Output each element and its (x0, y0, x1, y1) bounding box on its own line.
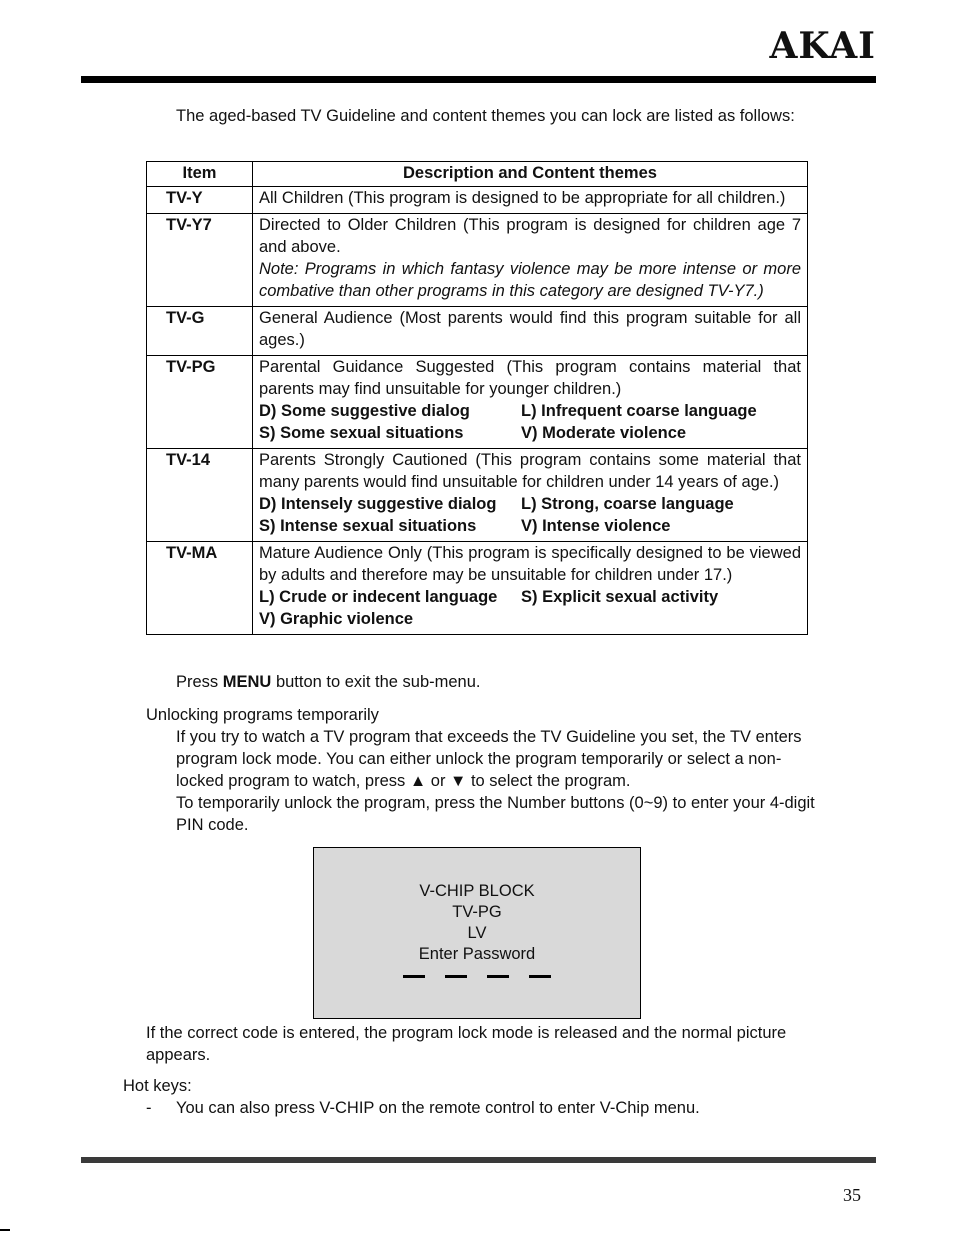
press-text: Press (176, 673, 223, 691)
content-theme: S) Some sexual situations (259, 424, 464, 442)
menu-key-label: MENU (222, 673, 272, 691)
screen-line: Enter Password (418, 945, 536, 963)
rating-tv-y7: TV-Y7 (147, 214, 253, 307)
brand-logo: AKAI (769, 25, 876, 67)
bullet-dash: - (146, 1099, 152, 1117)
description-text: General Audience (Most parents would find this program suitable for all ages.) (259, 309, 801, 349)
content-theme: D) Some suggestive dialog (259, 402, 470, 420)
rating-tv-y: TV-Y (147, 187, 253, 214)
content-theme: S) Explicit sexual activity (521, 588, 719, 606)
screen-line: V-CHIP BLOCK (419, 882, 535, 900)
rating-description (253, 542, 808, 635)
pin-slot (445, 975, 467, 978)
description-text: Parents Strongly Cautioned (This program contains some material that many parents would find unsuitable for children under 14 years of age.) (259, 451, 801, 491)
content-theme: S) Intense sexual situations (259, 517, 477, 535)
rating-description (253, 356, 808, 449)
content-theme: V) Moderate violence (521, 424, 687, 442)
content-theme: L) Crude or indecent language (259, 588, 498, 606)
pin-slot (529, 975, 551, 978)
content-theme: D) Intensely suggestive dialog (259, 495, 497, 513)
page-number: 35 (843, 1185, 861, 1205)
table-row (147, 542, 808, 635)
corner-mark (0, 1229, 10, 1231)
content-theme: L) Infrequent coarse language (521, 402, 757, 420)
footer-rule (81, 1157, 876, 1163)
hot-keys-item (146, 1097, 700, 1119)
rating-description (253, 187, 808, 214)
content-theme-row (259, 400, 801, 422)
content-theme: V) Graphic violence (259, 610, 414, 628)
rating-tv-pg: TV-PG (147, 356, 253, 449)
unlock-paragraph: If you try to watch a TV program that exceeds the TV Guideline you set, the TV enters program lock mode. You can either unlock the program temporarily or select a non-locked program to watch, press ▲ or ▼ to select the program. (176, 728, 802, 790)
unlock-pin-paragraph: To temporarily unlock the program, press the Number buttons (0~9) to enter your 4-digit PIN code. (176, 794, 815, 834)
pin-slot (487, 975, 509, 978)
description-note: Note: Programs in which fantasy violence may be more intense or more combative than other programs in this category are designed TV-Y7.) (259, 260, 801, 300)
table-row (147, 214, 808, 307)
rating-description (253, 214, 808, 307)
description-text: Directed to Older Children (This program is designed for children age 7 and above. (259, 216, 801, 256)
content-theme: V) Intense violence (521, 517, 671, 535)
content-theme-row (259, 422, 801, 444)
rating-tv-14: TV-14 (147, 449, 253, 542)
rating-tv-ma: TV-MA (147, 542, 253, 635)
unlock-section-body (176, 726, 826, 836)
content-theme: L) Strong, coarse language (521, 495, 734, 513)
column-header-item: Item (147, 162, 253, 187)
press-text-after: button to exit the sub-menu. (271, 673, 481, 691)
unlock-section-title: Unlocking programs temporarily (146, 706, 379, 724)
hot-keys-text: You can also press V-CHIP on the remote control to enter V-Chip menu. (176, 1099, 700, 1117)
pin-slot (403, 975, 425, 978)
correct-code-paragraph: If the correct code is entered, the program lock mode is released and the normal picture appears. (146, 1024, 787, 1064)
rating-description (253, 449, 808, 542)
content-theme-row (259, 515, 801, 537)
content-theme-row (259, 608, 801, 630)
content-theme-row (259, 493, 801, 515)
vchip-block-screen (313, 847, 641, 1019)
table-row (147, 307, 808, 356)
screen-line: LV (467, 924, 487, 942)
table-row (147, 187, 808, 214)
header-rule (81, 76, 876, 83)
description-text: Mature Audience Only (This program is specifically designed to be viewed by adults and therefore may be unsuitable for children under 17.) (259, 544, 801, 584)
rating-description (253, 307, 808, 356)
rating-tv-g: TV-G (147, 307, 253, 356)
column-header-description: Description and Content themes (253, 162, 808, 187)
pin-entry (314, 975, 640, 978)
table-header-row (147, 162, 808, 187)
table-row (147, 449, 808, 542)
screen-line: TV-PG (452, 903, 502, 921)
description-text: All Children (This program is designed to be appropriate for all children.) (259, 189, 786, 207)
intro-paragraph: The aged-based TV Guideline and content themes you can lock are listed as follows: (176, 107, 795, 125)
table-row (147, 356, 808, 449)
content-theme-row (259, 586, 801, 608)
description-text: Parental Guidance Suggested (This program contains material that parents may find unsuitable for younger children.) (259, 358, 801, 398)
tv-guideline-table (146, 161, 808, 635)
press-menu-instruction (176, 671, 481, 693)
hot-keys-title: Hot keys: (123, 1077, 192, 1095)
